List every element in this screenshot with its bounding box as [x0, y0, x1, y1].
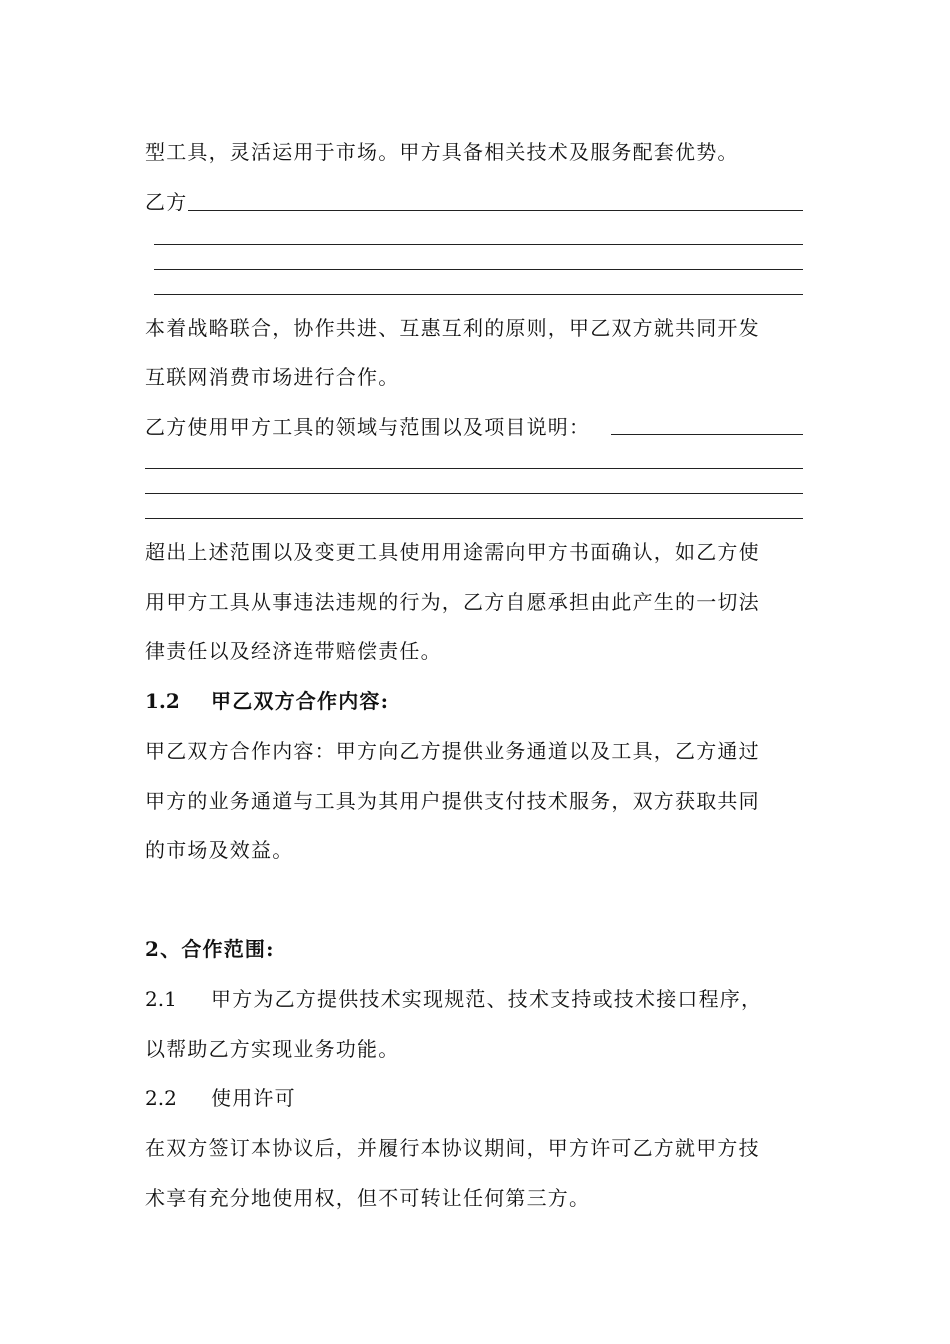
blank-line	[154, 244, 803, 245]
section-number: 2.2	[145, 1086, 177, 1110]
blank-line	[145, 468, 803, 469]
paragraph-line: 本着战略联合，协作共进、互惠互利的原则，甲乙双方就共同开发	[145, 316, 760, 340]
scope-blank-line	[611, 434, 803, 435]
section-heading-2: 2、合作范围:	[145, 937, 275, 961]
blank-line	[154, 269, 803, 270]
clause-text: 使用许可	[211, 1086, 296, 1110]
paragraph-line: 甲方的业务通道与工具为其用户提供支付技术服务，双方获取共同	[145, 789, 760, 813]
party-b-blank-line	[188, 210, 803, 211]
scope-label: 乙方使用甲方工具的领域与范围以及项目说明：	[145, 415, 591, 439]
paragraph-line: 术享有充分地使用权，但不可转让任何第三方。	[145, 1186, 591, 1210]
paragraph-line: 用甲方工具从事违法违规的行为，乙方自愿承担由此产生的一切法	[145, 590, 760, 614]
section-title: 甲乙双方合作内容:	[211, 689, 390, 713]
paragraph-line: 律责任以及经济连带赔偿责任。	[145, 639, 442, 663]
section-number: 2.1	[145, 987, 177, 1011]
party-b-label: 乙方	[145, 190, 188, 214]
paragraph-line: 的市场及效益。	[145, 838, 294, 862]
paragraph-line: 互联网消费市场进行合作。	[145, 365, 400, 389]
section-heading-1-2	[145, 688, 805, 714]
clause-text: 甲方为乙方提供技术实现规范、技术支持或技术接口程序，	[211, 987, 763, 1011]
paragraph-line: 以帮助乙方实现业务功能。	[145, 1037, 400, 1061]
paragraph-line: 超出上述范围以及变更工具使用用途需向甲方书面确认，如乙方使	[145, 540, 760, 564]
paragraph-line: 甲乙双方合作内容：甲方向乙方提供业务通道以及工具，乙方通过	[145, 739, 760, 763]
paragraph-line: 型工具，灵活运用于市场。甲方具备相关技术及服务配套优势。	[145, 140, 739, 164]
blank-line	[145, 518, 803, 519]
clause-2-1	[145, 986, 805, 1012]
clause-2-2	[145, 1085, 805, 1111]
section-number: 1.2	[145, 689, 180, 713]
blank-line	[154, 294, 803, 295]
paragraph-line: 在双方签订本协议后，并履行本协议期间，甲方许可乙方就甲方技	[145, 1136, 760, 1160]
blank-line	[145, 493, 803, 494]
